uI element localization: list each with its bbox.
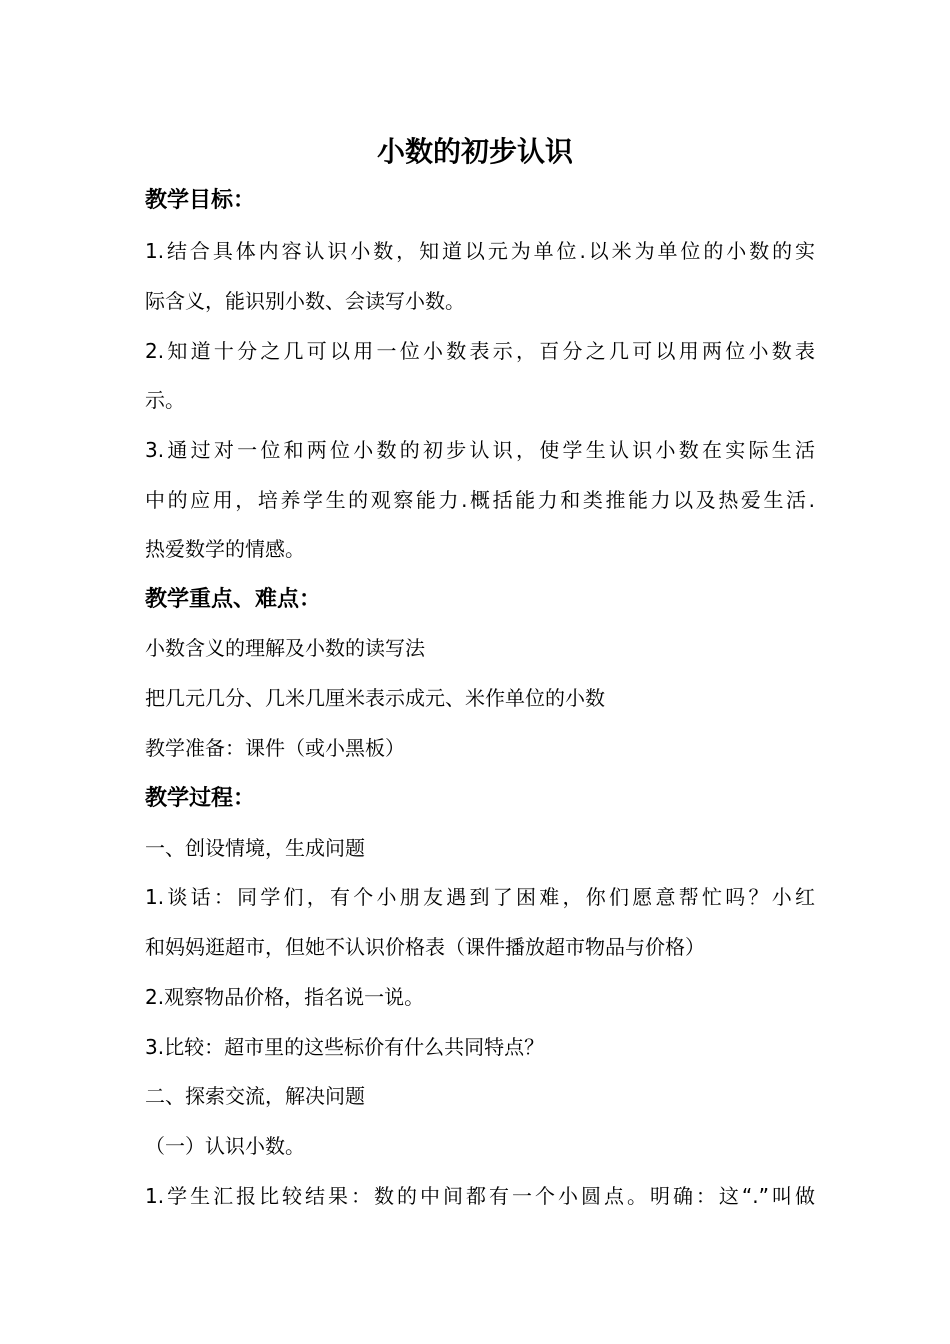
document-title: 小数的初步认识 — [376, 135, 573, 168]
teaching-preparation: 教学准备：课件（或小黑板） — [145, 736, 405, 760]
goal-1-line-2: 际含义，能识别小数、会读写小数。 — [145, 289, 465, 313]
goal-3-line-2: 中的应用，培养学生的观察能力.概括能力和类推能力以及热爱生活. — [145, 488, 815, 512]
key-point-2: 把几元几分、几米几厘米表示成元、米作单位的小数 — [145, 686, 605, 710]
goal-3-line-1: 3.通过对一位和两位小数的初步认识，使学生认识小数在实际生活 — [145, 438, 815, 462]
goal-2-line-1: 2.知道十分之几可以用一位小数表示，百分之几可以用两位小数表 — [145, 339, 815, 363]
goal-1-line-1: 1.结合具体内容认识小数，知道以元为单位.以米为单位的小数的实 — [145, 239, 815, 263]
section-2-title: 二、探索交流，解决问题 — [145, 1084, 365, 1108]
heading-key-points: 教学重点、难点： — [145, 587, 322, 612]
process-2: 2.观察物品价格，指名说一说。 — [145, 985, 425, 1009]
key-point-1: 小数含义的理解及小数的读写法 — [145, 636, 425, 660]
subsection-1-title: （一）认识小数。 — [145, 1134, 305, 1158]
process-4-line-1: 1.学生汇报比较结果：数的中间都有一个小圆点。明确：这“.”叫做 — [145, 1184, 815, 1208]
heading-teaching-goals: 教学目标： — [145, 188, 256, 213]
process-3: 3.比较：超市里的这些标价有什么共同特点？ — [145, 1035, 545, 1059]
section-1-title: 一、创设情境，生成问题 — [145, 836, 365, 860]
process-1-line-2: 和妈妈逛超市，但她不认识价格表（课件播放超市物品与价格） — [145, 935, 705, 959]
heading-teaching-process: 教学过程： — [145, 786, 256, 811]
goal-2-line-2: 示。 — [145, 388, 185, 412]
process-1-line-1: 1.谈话：同学们，有个小朋友遇到了困难，你们愿意帮忙吗？小红 — [145, 885, 815, 909]
goal-3-line-3: 热爱数学的情感。 — [145, 537, 305, 561]
